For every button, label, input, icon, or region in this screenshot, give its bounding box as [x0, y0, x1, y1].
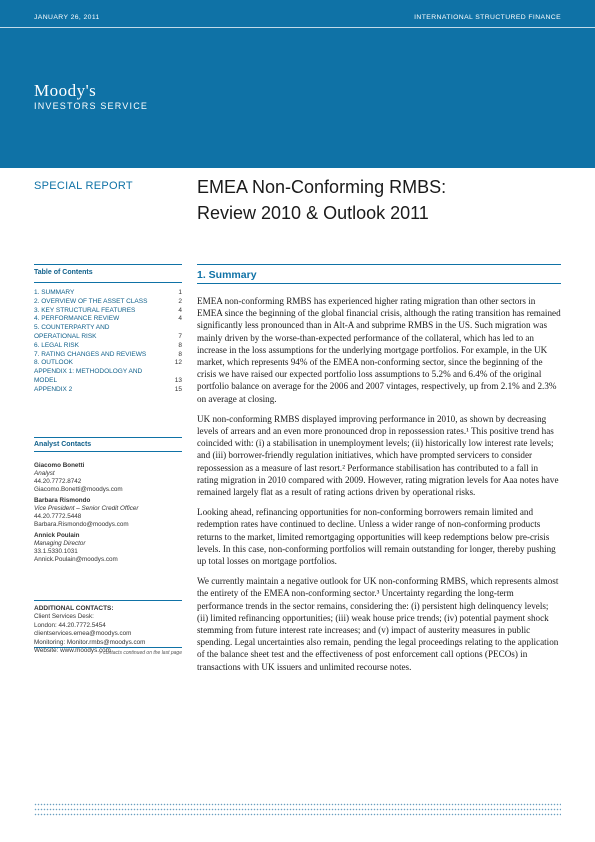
- analyst-contact: [34, 462, 182, 494]
- toc-item-page: 4: [178, 306, 182, 314]
- contacts-rule-top: [34, 437, 182, 438]
- toc-item[interactable]: [34, 289, 182, 298]
- toc-heading: Table of Contents: [34, 269, 93, 276]
- footer-dots-row: [34, 803, 561, 806]
- report-title-line1: EMEA Non-Conforming RMBS:: [197, 177, 447, 197]
- toc-item-label: 8. OUTLOOK: [34, 359, 74, 367]
- moodys-logo: [34, 82, 148, 111]
- additional-contacts-heading: ADDITIONAL CONTACTS:: [34, 605, 114, 612]
- analyst-contacts: [34, 462, 182, 567]
- analyst-name: Barbara Rismondo: [34, 497, 91, 504]
- analyst-role: Managing Director: [34, 540, 86, 547]
- toc-item-page: 13: [174, 376, 182, 384]
- client-services-label: Client Services Desk:: [34, 613, 94, 621]
- analyst-email[interactable]: Barbara.Rismondo@moodys.com: [34, 521, 129, 528]
- client-services-email[interactable]: clientservices.emea@moodys.com: [34, 630, 132, 638]
- section-title: 1. Summary: [197, 269, 257, 281]
- toc-item[interactable]: [34, 307, 182, 316]
- header-divider: [0, 27, 595, 28]
- toc-item[interactable]: [34, 315, 182, 324]
- analyst-name: Annick Poulain: [34, 532, 80, 539]
- toc-item-label: APPENDIX 1: METHODOLOGY AND MODEL: [34, 368, 143, 384]
- report-title-line2: Review 2010 & Outlook 2011: [197, 203, 429, 223]
- analyst-name: Giacomo Bonetti: [34, 462, 85, 469]
- toc-item[interactable]: [34, 298, 182, 307]
- analyst-contacts-heading: Analyst Contacts: [34, 441, 92, 448]
- toc-item-page: 12: [174, 359, 182, 367]
- contacts-rule: [34, 451, 182, 452]
- toc-item[interactable]: [34, 324, 182, 342]
- analyst-phone: 44.20.7772.8742: [34, 478, 82, 485]
- report-title: [197, 174, 577, 226]
- toc-item[interactable]: [34, 368, 182, 386]
- contacts-continued-note: » contacts continued on the last page: [99, 650, 182, 656]
- additional-rule: [34, 600, 182, 601]
- toc-item-label: 6. LEGAL RISK: [34, 341, 79, 349]
- main-rule-top: [197, 264, 561, 265]
- sidebar-rule-top: [34, 264, 182, 265]
- toc-item-page: 2: [178, 297, 182, 305]
- body-paragraph: UK non-conforming RMBS displayed improving performance in 2010, as shown by decreasing levels of arrears and an even more pronounced drop in repossession rates.¹ This positive trend has coincided with: (i) a stabilisation in unemployment levels; (ii) historically low interest rate levels; and (iii) borrower-friendly regulation initiatives, which have prompted servicers to consider repossession as a measure of last resort.² Performance stabilisation has contributed to a fall in rating migration in 2010 compared with 2009. However, rating migration levels for Aaa notes have remained largely flat as a result of rating actions driven by operational risks.: [197, 413, 559, 498]
- toc-item-page: 15: [174, 385, 182, 393]
- website-link[interactable]: Website: www.moodys.com: [34, 647, 111, 655]
- toc-item-label: 4. PERFORMANCE REVIEW: [34, 315, 120, 323]
- report-type: SPECIAL REPORT: [34, 180, 133, 192]
- report-date: JANUARY 26, 2011: [34, 14, 100, 21]
- analyst-role: Analyst: [34, 470, 55, 477]
- footer-dots-row: [34, 813, 561, 816]
- analyst-phone: 33.1.5330.1031: [34, 548, 78, 555]
- monitoring-email[interactable]: Monitoring: Monitor.rmbs@moodys.com: [34, 638, 146, 646]
- report-category: INTERNATIONAL STRUCTURED FINANCE: [414, 14, 561, 21]
- toc-item-page: 1: [178, 289, 182, 296]
- section-title-rule: [197, 283, 561, 284]
- footer-dots-row: [34, 808, 561, 811]
- toc-item[interactable]: [34, 359, 182, 368]
- toc-item-label: 3. KEY STRUCTURAL FEATURES: [34, 306, 136, 314]
- analyst-email[interactable]: Annick.Poulain@moodys.com: [34, 556, 118, 563]
- additional-contacts: [34, 605, 182, 655]
- toc-item-label: APPENDIX 2: [34, 385, 73, 393]
- toc-item[interactable]: [34, 351, 182, 360]
- toc-item-label: 7. RATING CHANGES AND REVIEWS: [34, 350, 147, 358]
- toc-item-page: 8: [178, 341, 182, 349]
- toc-item[interactable]: [34, 342, 182, 351]
- client-services-phone: London: 44.20.7772.5454: [34, 621, 106, 629]
- body-paragraph: We currently maintain a negative outlook for UK non-conforming RMBS, which represents almost the entirety of the EMEA non-conforming sector.³ Uncertainty regarding the long-term performance trends in the sector remains, considering the: (i) persistent high delinquency levels; (ii) limited refinancing opportunities; (iii) weak house price trends; (iv) potential payment shock stemming from future interest rate increases; and (v) impact of austerity measures in public spending. Legal uncertainties also remain, pending the legal proceedings relating to the application of the balance sheet test and the effectiveness of post enforcement call options (PECOs) in transactions with UK issuers and unlimited recourse notes.: [197, 576, 559, 672]
- analyst-email[interactable]: Giacomo.Bonetti@moodys.com: [34, 486, 123, 493]
- toc-item-label: 2. OVERVIEW OF THE ASSET CLASS: [34, 297, 148, 305]
- section-body: [197, 295, 561, 681]
- body-paragraph: Looking ahead, refinancing opportunities for non-conforming borrowers remain limited and redemption rates have continued to decline. Unless a wider range of non-conforming products returns to the market, limited remortgaging opportunities will keep redemptions below pre-crisis levels. In this case, non-conforming portfolios will remain outstanding for longer, thereby pushing up total losses on mortgage portfolios.: [197, 507, 556, 567]
- body-paragraph: EMEA non-conforming RMBS has experienced higher rating migration than other sectors in EMEA since the beginning of the global financial crisis, although the rating transition has remained significantly less pronounced than in Alt-A and subprime RMBS in the US. Such migration was mainly driven by the worse-than-expected performance of the collateral, which has led to an increase in the loss assumptions for the underlying mortgage portfolios. For example, in the UK market, which represents 94% of the EMEA non-conforming sector, since the beginning of the crisis we have raised our expected portfolio loss assumptions to 5.2% and 6.4% of the original portfolio balance on average for the 2006 and 2007 vintages, respectively, up from 2.1% and 2.3% on average at closing.: [197, 296, 561, 404]
- analyst-contact: [34, 497, 182, 529]
- toc-item-page: 4: [178, 315, 182, 323]
- toc-item-page: 7: [178, 332, 182, 340]
- analyst-contact: [34, 532, 182, 564]
- toc-item-label: 1. SUMMARY: [34, 289, 75, 296]
- table-of-contents: [34, 289, 182, 395]
- analyst-phone: 44.20.7772.5448: [34, 513, 82, 520]
- logo-sub-text: INVESTORS SERVICE: [34, 101, 149, 111]
- toc-item[interactable]: [34, 386, 182, 395]
- logo-main-text: Moody's: [34, 81, 97, 100]
- analyst-role: Vice President – Senior Credit Officer: [34, 505, 139, 512]
- toc-rule: [34, 282, 182, 283]
- toc-item-label: 5. COUNTERPARTY AND OPERATIONAL RISK: [34, 324, 110, 340]
- toc-item-page: 8: [178, 350, 182, 358]
